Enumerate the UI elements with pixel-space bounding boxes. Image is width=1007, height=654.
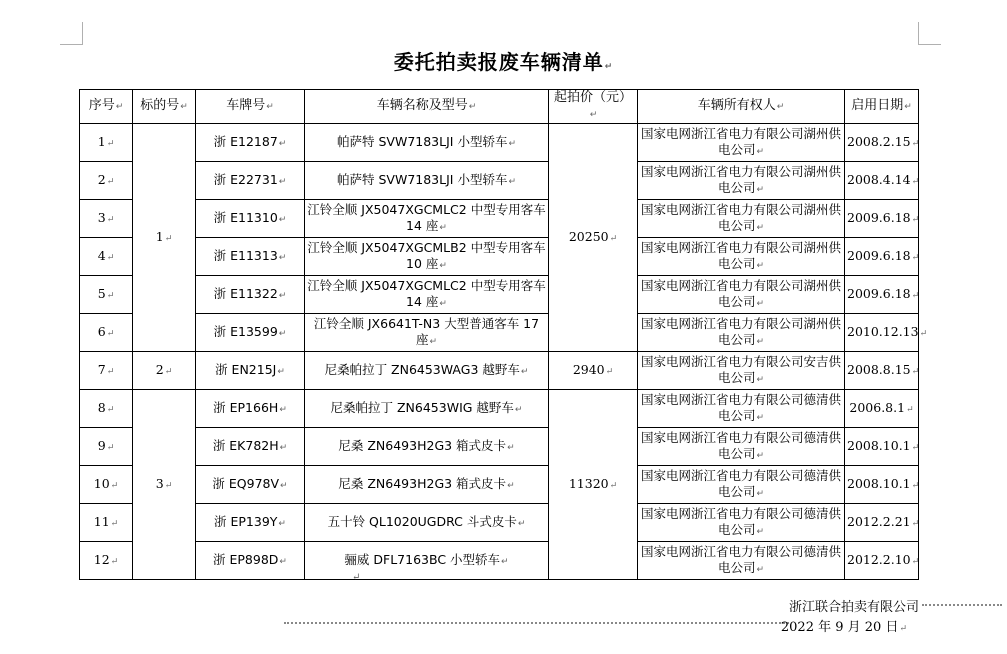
dotted-leader [284,622,789,624]
cell-no: 12↵ [80,542,133,580]
cell-owner: 国家电网浙江省电力有限公司德清供电公司↵ [638,390,845,428]
header-lot: 标的号↵ [133,90,196,124]
document-title: 委托拍卖报废车辆清单↵ [393,50,614,74]
cell-no: 7↵ [80,352,133,390]
cell-date: 2009.6.18↵ [845,200,919,238]
cell-plate: 浙 E11310↵ [196,200,305,238]
cell-date: 2009.6.18↵ [845,238,919,276]
cell-price: 11320↵ [549,390,638,580]
cell-date: 2012.2.10↵ [845,542,919,580]
cell-plate: 浙 EP166H↵ [196,390,305,428]
vehicle-list-table [79,89,928,580]
cell-plate: 浙 EN215J↵ [196,352,305,390]
cell-owner: 国家电网浙江省电力有限公司德清供电公司↵ [638,466,845,504]
table-row [80,276,919,314]
cell-model: 尼桑帕拉丁 ZN6453WIG 越野车↵ [305,390,549,428]
cell-owner: 国家电网浙江省电力有限公司湖州供电公司↵ [638,200,845,238]
cell-date: 2008.2.15↵ [845,124,919,162]
cell-date: 2008.10.1↵ [845,466,919,504]
cell-model: 尼桑帕拉丁 ZN6453WAG3 越野车↵ [305,352,549,390]
cell-plate: 浙 EP898D↵ [196,542,305,580]
cell-owner: 国家电网浙江省电力有限公司德清供电公司↵ [638,542,845,580]
cell-no: 5↵ [80,276,133,314]
cell-owner: 国家电网浙江省电力有限公司安吉供电公司↵ [638,352,845,390]
cell-plate: 浙 E13599↵ [196,314,305,352]
cell-no: 4↵ [80,238,133,276]
header-plate: 车牌号↵ [196,90,305,124]
table-row [80,200,919,238]
cell-no: 11↵ [80,504,133,542]
cell-date: 2008.4.14↵ [845,162,919,200]
cell-price: 20250↵ [549,124,638,352]
cell-price: 2940↵ [549,352,638,390]
footer-date: 2022 年 9 月 20 日↵ [780,620,907,635]
cell-owner: 国家电网浙江省电力有限公司德清供电公司↵ [638,504,845,542]
header-date: 启用日期↵ [845,90,919,124]
cell-plate: 浙 EQ978V↵ [196,466,305,504]
page-corner-mark-top-right [918,22,941,45]
cell-plate: 浙 E11322↵ [196,276,305,314]
cell-model: 五十铃 QL1020UGDRC 斗式皮卡↵ [305,504,549,542]
cell-model: 尼桑 ZN6493H2G3 箱式皮卡↵ [305,466,549,504]
cell-model: 骊威 DFL7163BC 小型轿车↵ [305,542,549,580]
page-corner-mark-top-left [60,22,83,45]
cell-date: 2009.6.18↵ [845,276,919,314]
cell-date: 2010.12.13↵ [845,314,919,352]
cell-model: 江铃全顺 JX5047XGCMLB2 中型专用客车 10 座↵ [305,238,549,276]
cell-plate: 浙 EK782H↵ [196,428,305,466]
cell-no: 1↵ [80,124,133,162]
cell-no: 3↵ [80,200,133,238]
cell-no: 2↵ [80,162,133,200]
cell-owner: 国家电网浙江省电力有限公司德清供电公司↵ [638,428,845,466]
header-model: 车辆名称及型号↵ [305,90,549,124]
cell-no: 9↵ [80,428,133,466]
cell-date: 2008.8.15↵ [845,352,919,390]
cell-model: 帕萨特 SVW7183LJI 小型轿车↵ [305,124,549,162]
cell-date: 2006.8.1↵ [845,390,919,428]
table-row [80,238,919,276]
table-row [80,162,919,200]
paragraph-mark-icon: ↵ [352,572,361,583]
dotted-leader [922,604,1002,606]
cell-no: 10↵ [80,466,133,504]
cell-no: 8↵ [80,390,133,428]
table-row [80,352,919,390]
table-row [80,466,919,504]
table-header-row [80,90,919,124]
cell-owner: 国家电网浙江省电力有限公司湖州供电公司↵ [638,124,845,162]
table-row [80,542,919,580]
table-row [80,504,919,542]
cell-owner: 国家电网浙江省电力有限公司湖州供电公司↵ [638,238,845,276]
cell-plate: 浙 E11313↵ [196,238,305,276]
cell-lot: 3↵ [133,390,196,580]
table-row [80,314,919,352]
cell-date: 2008.10.1↵ [845,428,919,466]
cell-lot: 1↵ [133,124,196,352]
table-row [80,428,919,466]
cell-model: 江铃全顺 JX5047XGCMLC2 中型专用客车 14 座↵ [305,200,549,238]
cell-model: 尼桑 ZN6493H2G3 箱式皮卡↵ [305,428,549,466]
cell-owner: 国家电网浙江省电力有限公司湖州供电公司↵ [638,162,845,200]
cell-plate: 浙 E12187↵ [196,124,305,162]
header-price: 起拍价（元）↵ [549,90,638,124]
cell-plate: 浙 E22731↵ [196,162,305,200]
cell-date: 2012.2.21↵ [845,504,919,542]
cell-owner: 国家电网浙江省电力有限公司湖州供电公司↵ [638,314,845,352]
table-row [80,124,919,162]
footer-company: 浙江联合拍卖有限公司 [788,600,919,615]
cell-model: 帕萨特 SVW7183LJI 小型轿车↵ [305,162,549,200]
cell-no: 6↵ [80,314,133,352]
cell-model: 江铃全顺 JX6641T-N3 大型普通客车 17 座↵ [305,314,549,352]
paragraph-mark-icon: ↵ [604,62,614,72]
cell-lot: 2↵ [133,352,196,390]
header-no: 序号↵ [80,90,133,124]
cell-owner: 国家电网浙江省电力有限公司湖州供电公司↵ [638,276,845,314]
table-row [80,390,919,428]
cell-model: 江铃全顺 JX5047XGCMLC2 中型专用客车 14 座↵ [305,276,549,314]
cell-plate: 浙 EP139Y↵ [196,504,305,542]
header-owner: 车辆所有权人↵ [638,90,845,124]
